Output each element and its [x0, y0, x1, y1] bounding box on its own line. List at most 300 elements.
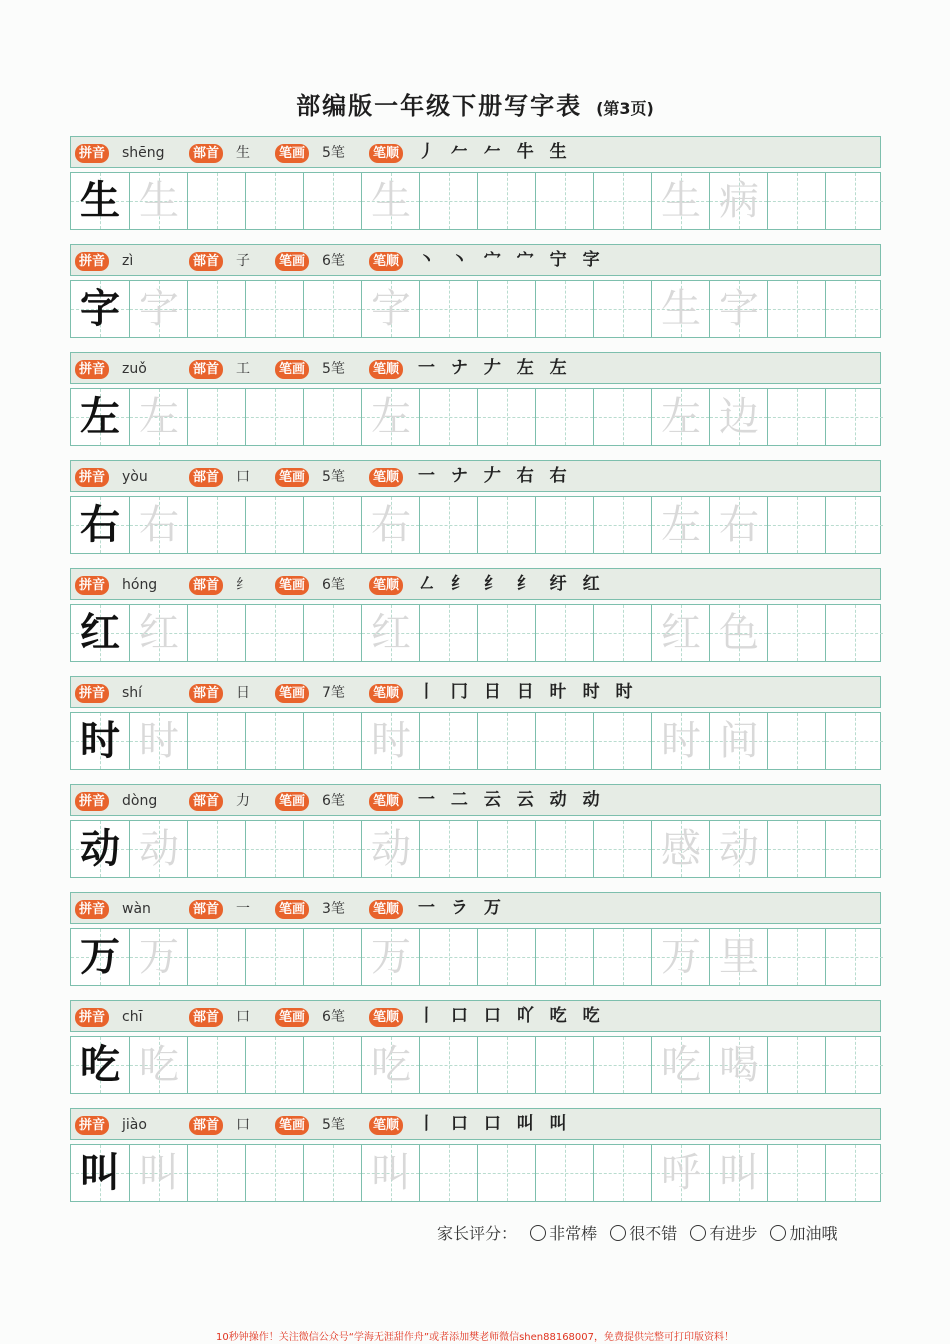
radical-badge: 部首 [189, 360, 223, 379]
pinyin-badge: 拼音 [75, 576, 109, 595]
writing-grid [70, 172, 881, 230]
practice-cell[interactable] [767, 389, 825, 445]
word-character: 感 [661, 826, 701, 872]
practice-cell[interactable] [535, 389, 593, 445]
practice-cell[interactable] [767, 1145, 825, 1201]
practice-cell[interactable] [593, 497, 651, 553]
stroke-order-badge: 笔顺 [369, 576, 403, 595]
trace-character: 吃 [139, 1042, 179, 1088]
practice-cell[interactable] [129, 605, 187, 661]
practice-cell[interactable] [767, 821, 825, 877]
stroke-count-value: 5笔 [322, 145, 345, 161]
practice-cell[interactable] [477, 713, 535, 769]
model-character: 红 [80, 609, 120, 656]
practice-cell[interactable] [245, 821, 303, 877]
practice-cell[interactable] [477, 1037, 535, 1093]
radical-badge: 部首 [189, 792, 223, 811]
practice-cell[interactable] [535, 1145, 593, 1201]
radical-value: 口 [236, 1117, 250, 1133]
practice-cell[interactable] [767, 1037, 825, 1093]
practice-cell[interactable] [129, 389, 187, 445]
practice-cell[interactable] [709, 281, 767, 337]
practice-cell[interactable] [303, 281, 361, 337]
char-entry [70, 1000, 881, 1094]
practice-cell[interactable] [651, 1037, 709, 1093]
stroke-order-badge: 笔顺 [369, 144, 403, 163]
practice-cell[interactable] [767, 281, 825, 337]
stroke-order-badge: 笔顺 [369, 1008, 403, 1027]
practice-cell[interactable] [825, 281, 883, 337]
practice-cell[interactable] [245, 389, 303, 445]
practice-cell[interactable] [709, 605, 767, 661]
writing-grid [70, 496, 881, 554]
writing-grid [70, 712, 881, 770]
practice-cell[interactable] [477, 1145, 535, 1201]
practice-cell[interactable] [361, 497, 419, 553]
word-character: 叫 [719, 1150, 759, 1196]
word-character: 色 [719, 610, 759, 656]
practice-cell[interactable] [419, 821, 477, 877]
practice-cell[interactable] [535, 281, 593, 337]
trace-character: 叫 [371, 1150, 411, 1196]
practice-cell[interactable] [651, 821, 709, 877]
practice-cell[interactable] [767, 173, 825, 229]
radical-value: 口 [236, 1009, 250, 1025]
pinyin-badge: 拼音 [75, 900, 109, 919]
rating-label: 家长评分： [437, 1224, 518, 1243]
practice-cell[interactable] [129, 1037, 187, 1093]
info-bar [70, 1000, 881, 1032]
practice-cell[interactable] [187, 713, 245, 769]
practice-cell[interactable] [245, 713, 303, 769]
practice-cell[interactable] [129, 929, 187, 985]
practice-cell[interactable] [593, 929, 651, 985]
trace-character: 红 [371, 610, 411, 656]
practice-cell[interactable] [825, 929, 883, 985]
stroke-order-value: ㇜ 纟 纟 纟 纡 红 [418, 574, 605, 594]
stroke-count-badge: 笔画 [275, 684, 309, 703]
info-bar [70, 460, 881, 492]
trace-character: 叫 [139, 1150, 179, 1196]
practice-cell[interactable] [245, 1145, 303, 1201]
word-character: 病 [719, 178, 759, 224]
stroke-order-value: 一 ナ 𠂇 右 右 [418, 466, 572, 486]
practice-cell[interactable] [477, 389, 535, 445]
trace-character: 吃 [371, 1042, 411, 1088]
model-character: 生 [80, 177, 120, 224]
practice-cell[interactable] [187, 605, 245, 661]
practice-cell[interactable] [129, 281, 187, 337]
practice-cell[interactable] [303, 1145, 361, 1201]
model-character: 万 [80, 933, 120, 980]
practice-cell[interactable] [71, 713, 129, 769]
practice-cell[interactable] [477, 821, 535, 877]
practice-cell[interactable] [825, 389, 883, 445]
word-character: 吃 [661, 1042, 701, 1088]
model-character: 动 [80, 825, 120, 872]
practice-cell[interactable] [535, 821, 593, 877]
practice-cell[interactable] [767, 605, 825, 661]
practice-cell[interactable] [303, 929, 361, 985]
stroke-count-value: 5笔 [322, 361, 345, 377]
radical-badge: 部首 [189, 468, 223, 487]
stroke-count-badge: 笔画 [275, 468, 309, 487]
char-entry [70, 1108, 881, 1202]
practice-cell[interactable] [129, 713, 187, 769]
pinyin-badge: 拼音 [75, 468, 109, 487]
pinyin-badge: 拼音 [75, 792, 109, 811]
practice-cell[interactable] [187, 389, 245, 445]
stroke-count-badge: 笔画 [275, 576, 309, 595]
trace-character: 字 [139, 286, 179, 332]
practice-cell[interactable] [187, 497, 245, 553]
practice-cell[interactable] [245, 173, 303, 229]
pinyin-value: hóng [122, 577, 158, 593]
page-label: (第3页) [596, 99, 654, 118]
trace-character: 左 [139, 394, 179, 440]
stroke-order-value: 丶 丶 宀 宀 宁 字 [418, 250, 605, 270]
practice-cell[interactable] [245, 1037, 303, 1093]
practice-cell[interactable] [651, 713, 709, 769]
practice-cell[interactable] [709, 497, 767, 553]
trace-character: 时 [371, 718, 411, 764]
word-character: 生 [661, 286, 701, 332]
practice-cell[interactable] [709, 173, 767, 229]
radical-badge: 部首 [189, 252, 223, 271]
practice-cell[interactable] [361, 1145, 419, 1201]
practice-cell[interactable] [593, 713, 651, 769]
practice-cell[interactable] [419, 281, 477, 337]
pinyin-badge: 拼音 [75, 144, 109, 163]
practice-cell[interactable] [825, 605, 883, 661]
radical-value: 口 [236, 469, 250, 485]
practice-cell[interactable] [593, 281, 651, 337]
info-bar [70, 676, 881, 708]
rating-circle-icon[interactable] [610, 1225, 626, 1241]
char-entry [70, 784, 881, 878]
info-bar [70, 892, 881, 924]
model-character: 字 [80, 285, 120, 332]
practice-cell[interactable] [361, 821, 419, 877]
practice-cell[interactable] [825, 497, 883, 553]
stroke-count-value: 5笔 [322, 469, 345, 485]
info-bar [70, 244, 881, 276]
pinyin-value: wàn [122, 901, 151, 917]
practice-cell[interactable] [187, 1037, 245, 1093]
practice-cell[interactable] [419, 173, 477, 229]
practice-cell[interactable] [303, 605, 361, 661]
practice-cell[interactable] [825, 173, 883, 229]
practice-cell[interactable] [477, 173, 535, 229]
practice-cell[interactable] [187, 1145, 245, 1201]
stroke-count-value: 5笔 [322, 1117, 345, 1133]
word-character: 动 [719, 826, 759, 872]
practice-cell[interactable] [651, 389, 709, 445]
practice-cell[interactable] [361, 605, 419, 661]
char-entry [70, 244, 881, 338]
practice-cell[interactable] [245, 497, 303, 553]
stroke-order-badge: 笔顺 [369, 792, 403, 811]
radical-value: 纟 [236, 577, 250, 593]
stroke-order-value: 丨 口 口 吖 吃 吃 [418, 1006, 605, 1026]
pinyin-badge: 拼音 [75, 1008, 109, 1027]
pinyin-value: zì [122, 253, 134, 269]
radical-value: 子 [236, 253, 250, 269]
trace-character: 万 [139, 934, 179, 980]
practice-cell[interactable] [651, 929, 709, 985]
practice-cell[interactable] [71, 389, 129, 445]
practice-cell[interactable] [535, 173, 593, 229]
radical-value: 生 [236, 145, 250, 161]
radical-badge: 部首 [189, 1008, 223, 1027]
char-entry [70, 136, 881, 230]
word-character: 时 [661, 718, 701, 764]
practice-cell[interactable] [419, 1037, 477, 1093]
practice-cell[interactable] [593, 173, 651, 229]
pinyin-value: jiào [122, 1117, 147, 1133]
practice-cell[interactable] [361, 713, 419, 769]
stroke-count-value: 6笔 [322, 793, 345, 809]
trace-character: 生 [139, 178, 179, 224]
info-bar [70, 568, 881, 600]
practice-cell[interactable] [71, 821, 129, 877]
practice-cell[interactable] [71, 281, 129, 337]
radical-value: 日 [236, 685, 250, 701]
stroke-order-value: 一 二 云 云 动 动 [418, 790, 605, 810]
writing-grid [70, 280, 881, 338]
model-character: 右 [80, 501, 120, 548]
practice-cell[interactable] [361, 173, 419, 229]
practice-cell[interactable] [477, 497, 535, 553]
practice-cell[interactable] [593, 821, 651, 877]
practice-cell[interactable] [767, 497, 825, 553]
pinyin-value: shēng [122, 145, 165, 161]
radical-badge: 部首 [189, 900, 223, 919]
stroke-order-badge: 笔顺 [369, 1116, 403, 1135]
stroke-count-badge: 笔画 [275, 1116, 309, 1135]
practice-cell[interactable] [419, 929, 477, 985]
pinyin-badge: 拼音 [75, 360, 109, 379]
pinyin-badge: 拼音 [75, 1116, 109, 1135]
trace-character: 右 [139, 502, 179, 548]
practice-cell[interactable] [593, 1145, 651, 1201]
practice-cell[interactable] [593, 1037, 651, 1093]
practice-cell[interactable] [71, 1145, 129, 1201]
word-character: 里 [719, 934, 759, 980]
practice-cell[interactable] [709, 1037, 767, 1093]
pinyin-value: yòu [122, 469, 148, 485]
stroke-count-badge: 笔画 [275, 252, 309, 271]
practice-cell[interactable] [593, 389, 651, 445]
practice-cell[interactable] [651, 605, 709, 661]
model-character: 叫 [80, 1149, 120, 1196]
practice-cell[interactable] [187, 821, 245, 877]
practice-cell[interactable] [71, 605, 129, 661]
stroke-count-value: 6笔 [322, 253, 345, 269]
radical-badge: 部首 [189, 576, 223, 595]
info-bar [70, 1108, 881, 1140]
practice-cell[interactable] [535, 605, 593, 661]
rating-circle-icon[interactable] [770, 1225, 786, 1241]
practice-cell[interactable] [825, 821, 883, 877]
rating-circle-icon[interactable] [530, 1225, 546, 1241]
writing-grid [70, 1144, 881, 1202]
pinyin-value: dòng [122, 793, 158, 809]
practice-cell[interactable] [767, 713, 825, 769]
practice-cell[interactable] [129, 497, 187, 553]
writing-grid [70, 604, 881, 662]
char-entry [70, 676, 881, 770]
practice-cell[interactable] [651, 281, 709, 337]
practice-cell[interactable] [361, 389, 419, 445]
practice-cell[interactable] [303, 173, 361, 229]
trace-character: 右 [371, 502, 411, 548]
trace-character: 字 [371, 286, 411, 332]
practice-cell[interactable] [187, 173, 245, 229]
pinyin-value: chī [122, 1009, 143, 1025]
practice-cell[interactable] [535, 1037, 593, 1093]
practice-cell[interactable] [535, 929, 593, 985]
practice-cell[interactable] [477, 605, 535, 661]
practice-cell[interactable] [245, 281, 303, 337]
practice-cell[interactable] [303, 497, 361, 553]
practice-cell[interactable] [71, 1037, 129, 1093]
stroke-count-badge: 笔画 [275, 900, 309, 919]
rating-option: 非常棒 [549, 1224, 598, 1243]
rating-circle-icon[interactable] [690, 1225, 706, 1241]
practice-cell[interactable] [71, 929, 129, 985]
page-title [0, 86, 950, 121]
stroke-count-value: 6笔 [322, 577, 345, 593]
footer-note: 10秒钟操作！关注微信公众号“学海无涯甜作舟”或者添加樊老师微信shen88168007，免费提供完整可打印版资料！ [215, 1332, 735, 1343]
trace-character: 动 [139, 826, 179, 872]
trace-character: 时 [139, 718, 179, 764]
stroke-count-badge: 笔画 [275, 144, 309, 163]
title-text: 部编版一年级下册写字表 [296, 92, 583, 120]
practice-cell[interactable] [129, 173, 187, 229]
rating-option: 加油哦 [789, 1224, 838, 1243]
word-character: 生 [661, 178, 701, 224]
trace-character: 红 [139, 610, 179, 656]
practice-cell[interactable] [709, 713, 767, 769]
practice-cell[interactable] [419, 605, 477, 661]
practice-cell[interactable] [651, 497, 709, 553]
info-bar [70, 784, 881, 816]
rating-option: 很不错 [629, 1224, 678, 1243]
stroke-order-value: 丨 口 口 叫 叫 [418, 1114, 572, 1134]
parent-rating [437, 1221, 837, 1244]
word-character: 边 [719, 394, 759, 440]
radical-value: 力 [236, 793, 250, 809]
practice-cell[interactable] [593, 605, 651, 661]
word-character: 左 [661, 394, 701, 440]
practice-cell[interactable] [361, 281, 419, 337]
char-entry [70, 892, 881, 986]
radical-value: 工 [236, 361, 250, 377]
word-character: 红 [661, 610, 701, 656]
trace-character: 动 [371, 826, 411, 872]
writing-grid [70, 928, 881, 986]
word-character: 喝 [719, 1042, 759, 1088]
practice-cell[interactable] [419, 1145, 477, 1201]
practice-cell[interactable] [361, 1037, 419, 1093]
practice-cell[interactable] [825, 1037, 883, 1093]
practice-cell[interactable] [825, 1145, 883, 1201]
char-entry [70, 352, 881, 446]
radical-badge: 部首 [189, 1116, 223, 1135]
stroke-count-badge: 笔画 [275, 360, 309, 379]
practice-cell[interactable] [419, 389, 477, 445]
stroke-order-value: 丨 冂 日 日 旪 时 时 [418, 682, 638, 702]
practice-cell[interactable] [71, 173, 129, 229]
pinyin-value: zuǒ [122, 361, 147, 377]
practice-cell[interactable] [361, 929, 419, 985]
practice-cell[interactable] [477, 281, 535, 337]
stroke-order-value: 丿 𠂉 𠂉 牛 生 [418, 142, 572, 162]
practice-cell[interactable] [303, 1037, 361, 1093]
stroke-order-badge: 笔顺 [369, 468, 403, 487]
practice-cell[interactable] [709, 821, 767, 877]
practice-cell[interactable] [651, 173, 709, 229]
word-character: 万 [661, 934, 701, 980]
writing-grid [70, 820, 881, 878]
practice-cell[interactable] [535, 713, 593, 769]
word-character: 字 [719, 286, 759, 332]
practice-cell[interactable] [767, 929, 825, 985]
practice-cell[interactable] [71, 497, 129, 553]
stroke-order-value: 一 ラ 万 [418, 898, 506, 918]
word-character: 呼 [661, 1150, 701, 1196]
practice-cell[interactable] [651, 1145, 709, 1201]
practice-cell[interactable] [245, 929, 303, 985]
practice-cell[interactable] [535, 497, 593, 553]
char-entry [70, 460, 881, 554]
stroke-order-badge: 笔顺 [369, 684, 403, 703]
word-character: 右 [719, 502, 759, 548]
pinyin-badge: 拼音 [75, 684, 109, 703]
practice-cell[interactable] [419, 497, 477, 553]
stroke-count-badge: 笔画 [275, 1008, 309, 1027]
practice-cell[interactable] [419, 713, 477, 769]
practice-cell[interactable] [303, 821, 361, 877]
practice-cell[interactable] [245, 605, 303, 661]
rating-option: 有进步 [709, 1224, 758, 1243]
trace-character: 万 [371, 934, 411, 980]
practice-cell[interactable] [129, 1145, 187, 1201]
writing-grid [70, 1036, 881, 1094]
practice-cell[interactable] [709, 1145, 767, 1201]
stroke-order-badge: 笔顺 [369, 252, 403, 271]
writing-grid [70, 388, 881, 446]
word-character: 左 [661, 502, 701, 548]
practice-cell[interactable] [187, 929, 245, 985]
char-entry [70, 568, 881, 662]
practice-cell[interactable] [477, 929, 535, 985]
practice-cell[interactable] [129, 821, 187, 877]
stroke-count-value: 6笔 [322, 1009, 345, 1025]
practice-cell[interactable] [303, 389, 361, 445]
practice-cell[interactable] [709, 929, 767, 985]
practice-cell[interactable] [303, 713, 361, 769]
practice-cell[interactable] [187, 281, 245, 337]
stroke-count-value: 3笔 [322, 901, 345, 917]
model-character: 时 [80, 717, 120, 764]
trace-character: 左 [371, 394, 411, 440]
practice-cell[interactable] [709, 389, 767, 445]
practice-cell[interactable] [825, 713, 883, 769]
stroke-order-value: 一 ナ 𠂇 左 左 [418, 358, 572, 378]
info-bar [70, 136, 881, 168]
